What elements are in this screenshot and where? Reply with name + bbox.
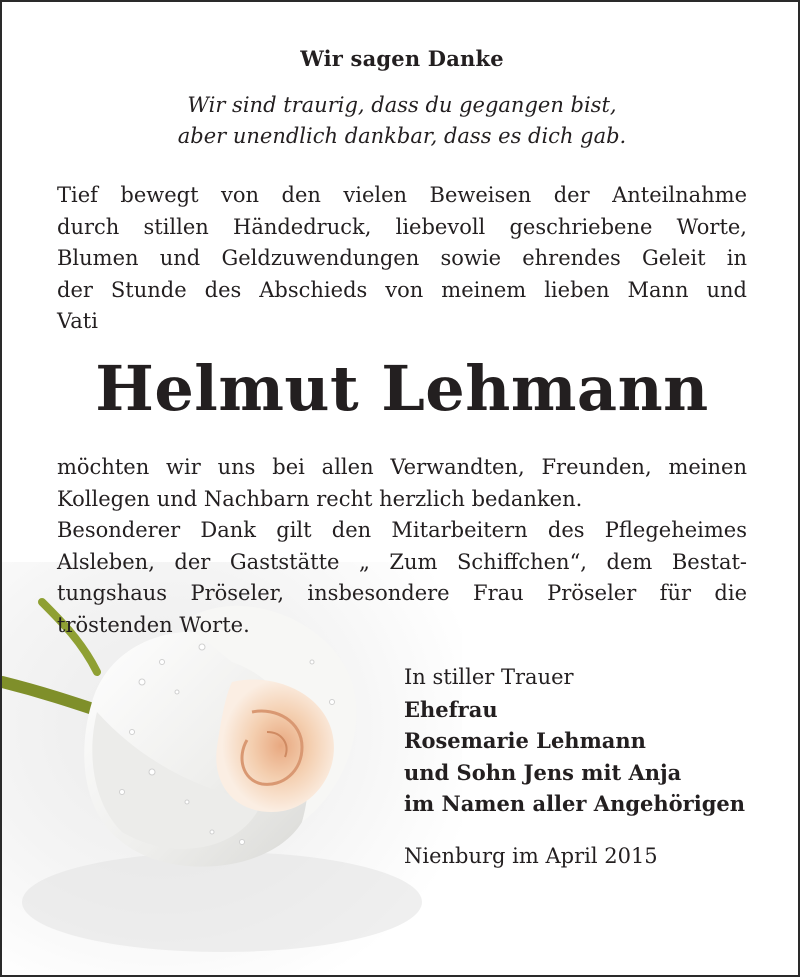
- text-line: tröstenden Worte.: [57, 612, 250, 637]
- mourner-line: und Sohn Jens mit Anja: [404, 759, 682, 785]
- text-line: möchten wir uns bei allen Verwandten, Freunden, meinen: [57, 455, 747, 479]
- text-line: Alsleben, der Gaststätte „ Zum Schiffchen“, dem Bestat-: [57, 549, 747, 574]
- thanks-paragraph: [57, 452, 747, 641]
- text-line: der Stunde des Abschieds von meinem lieben Mann und: [57, 277, 747, 302]
- text-line: Besonderer Dank gilt den Mitarbeitern des Pflegeheimes: [57, 518, 747, 542]
- intro-paragraph: [57, 180, 747, 338]
- text-line: Vati: [57, 309, 98, 333]
- text-line: durch stillen Händedruck, liebevoll geschriebene Worte,: [57, 214, 747, 239]
- mourner-line: Rosemarie Lehmann: [404, 728, 646, 753]
- heading: Wir sagen Danke: [300, 46, 504, 71]
- deceased-name: Helmut Lehmann: [95, 352, 709, 425]
- text-line: Tief bewegt von den vielen Beweisen der Anteilnahme: [57, 183, 747, 207]
- quote-line: Wir sind traurig, dass du gegangen bist,: [187, 93, 617, 117]
- place-date: Nienburg im April 2015: [404, 844, 658, 868]
- text-line: Kollegen und Nachbarn recht herzlich bedanken.: [57, 486, 583, 511]
- mourner-line: im Namen aller Angehörigen: [404, 791, 746, 816]
- mourner-line: Ehefrau: [404, 696, 498, 722]
- quote: [2, 90, 800, 152]
- text-line: tungshaus Pröseler, insbesondere Frau Pröseler für die: [57, 581, 747, 605]
- text-line: Blumen und Geldzuwendungen sowie ehrendes Geleit in: [57, 246, 747, 270]
- mourners-intro: In stiller Trauer: [404, 665, 574, 689]
- quote-line: aber unendlich dankbar, dass es dich gab.: [177, 124, 627, 148]
- mourners-block: [404, 662, 745, 820]
